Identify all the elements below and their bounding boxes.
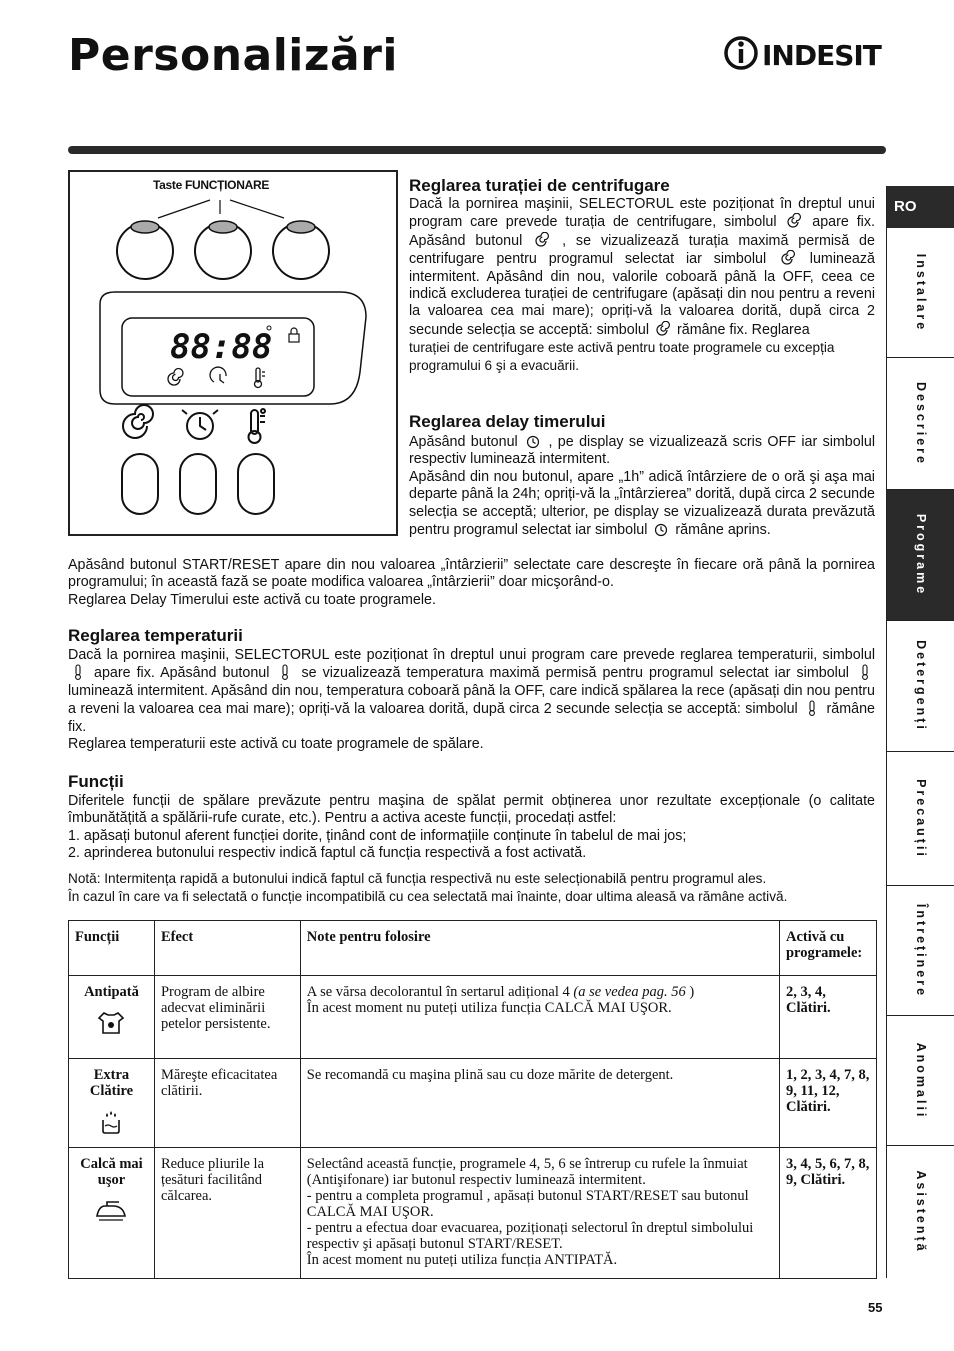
delay-button-icon bbox=[182, 410, 218, 439]
table-header: Funcții bbox=[69, 921, 155, 976]
tab-descriere[interactable]: Descriere bbox=[887, 358, 954, 490]
tab-detergenti[interactable]: Detergenți bbox=[887, 621, 954, 752]
extra-rinse-icon bbox=[96, 1109, 126, 1135]
thermometer-icon bbox=[70, 664, 86, 680]
function-button-2 bbox=[195, 221, 251, 279]
shirt-stain-icon bbox=[96, 1010, 126, 1036]
temperature-heading: Reglarea temperaturii bbox=[68, 626, 243, 645]
function-name: Extra Clătire bbox=[89, 1067, 134, 1099]
spin-button bbox=[122, 454, 158, 514]
spin-heading: Reglarea turației de centrifugare bbox=[409, 176, 670, 195]
page-number: 55 bbox=[868, 1300, 883, 1315]
functions-paragraph: Diferitele funcții de spălare prevăzute pentru maşina de spălat permit obținerea unor rezultate excepționale (o calitate îmbunătățită a spălării-rufe curate, etc.). Pentru a activa aceste funcții, procedați astfel: 1. apăsați butonul aferent funcției dorite, ținând cont de informațiile conținute în tabelul de mai jos; 2. aprinderea butonului respectiv indică faptul că funcția respectivă a fost activată. bbox=[68, 793, 875, 862]
table-row bbox=[69, 1059, 877, 1148]
spin-icon bbox=[655, 321, 671, 337]
temperature-button-icon bbox=[249, 409, 266, 443]
tab-instalare[interactable]: Instalare bbox=[887, 228, 954, 358]
table-header: Note pentru folosire bbox=[300, 921, 779, 976]
spin-paragraph: Dacă la pornirea maşinii, SELECTORUL este poziționat în dreptul unui program care prevede turația de centrifugare, simbolul apare fix. Apăsând butonul , se vizualizează turația maximă permisă de centrifugare pentru programul selectat iar simbolul luminează intermitent. Apăsând din nou, valorile coboară până la OFF, ceea ce indică excluderea turației de centrifugare (apăsați din nou pentru a reveni la valoarea cea mai mare); opriți-vă la valoarea dorită, după circa 2 secunde selecția se acceptă: simbolul rămâne fix. Reglarea turației de centrifugare este activă pentru toate programele cu excepția programului 6 şi a evacuării. bbox=[409, 196, 875, 373]
function-button-3 bbox=[273, 221, 329, 279]
delay-paragraph: Apăsând butonul , pe display se vizualizează scris OFF iar simbolul respectiv luminează intermitent. Apăsând din nou butonul, apare „1h” adică întârziere de o oră şi aşa mai departe până la 24h; opriți-vă la „întârzierea” dorită, după circa 2 secunde selecția se acceptă; ulterior, pe display se vizualizează durata prevăzută pentru programul selectat iar simbolul rămâne aprins. bbox=[409, 434, 876, 539]
delay-icon bbox=[525, 433, 541, 449]
tab-anomalii[interactable]: Anomalii bbox=[887, 1016, 954, 1146]
thermometer-icon bbox=[277, 664, 293, 680]
spin-icon bbox=[786, 213, 802, 229]
side-navigation bbox=[886, 186, 954, 1278]
display-digits: 88:88 bbox=[170, 327, 273, 367]
function-effect: Reduce pliurile la țesături facilitând călcarea. bbox=[154, 1148, 300, 1279]
page-title: Personalizări bbox=[68, 30, 398, 81]
function-programs: 1, 2, 3, 4, 7, 8, 9, 11, 12, Clătiri. bbox=[779, 1059, 876, 1148]
tab-programe[interactable]: Programe bbox=[887, 490, 954, 621]
table-row bbox=[69, 1148, 877, 1279]
function-effect: Măreşte eficacitatea clătirii. bbox=[154, 1059, 300, 1148]
function-note: A se vărsa decolorantul în sertarul adițional 4 (a se vedea pag. 56 ) În acest moment nu puteți utiliza funcția CALCĂ MAI UŞOR. bbox=[300, 976, 779, 1059]
spin-button-icon bbox=[123, 405, 153, 438]
table-header: Efect bbox=[154, 921, 300, 976]
language-tab: RO bbox=[887, 186, 954, 228]
table-header: Activă cu programele: bbox=[779, 921, 876, 976]
function-name: Calcă mai uşor bbox=[80, 1156, 143, 1188]
delay-icon bbox=[653, 521, 669, 537]
brand-logo-text: INDESIT bbox=[762, 39, 881, 72]
thermometer-icon bbox=[804, 700, 820, 716]
panel-label: Taste FUNCȚIONARE bbox=[153, 178, 270, 192]
function-name: Antipată bbox=[84, 984, 139, 1000]
tab-intretinere[interactable]: Întreținere bbox=[887, 886, 954, 1016]
tab-asistenta[interactable]: Asistență bbox=[914, 1170, 928, 1254]
brand-logo bbox=[724, 32, 886, 74]
functions-heading: Funcții bbox=[68, 772, 124, 791]
iron-icon bbox=[93, 1198, 129, 1224]
function-note: Se recomandă cu maşina plină sau cu doze mărite de detergent. bbox=[300, 1059, 779, 1148]
function-note: Selectând această funcție, programele 4, 5, 6 se întrerup cu rufele la înmuiat (Antişifonare) iar butonul respectiv luminează intermitent. - pentru a completa programul , apăsați butonul START/RESET sau butonul CALCĂ MAI UŞOR. - pentru a efectua doar evacuarea, poziționați selectorul în dreptul simbolului respectiv şi apăsați butonul START/RESET. În acest moment nu puteți utiliza funcția ANTIPATĂ. bbox=[300, 1148, 779, 1279]
header-divider bbox=[68, 146, 886, 154]
delay-paragraph-2: Apăsând butonul START/RESET apare din nou valoarea „întârzierii” selectate care descreşte în fiecare oră până la pornirea programului; în această fază se poate modifica valoarea „întârzierii” doar micşorând-o. Reglarea Delay Timerului este activă cu toate programele. bbox=[68, 557, 875, 608]
spin-icon bbox=[780, 250, 796, 266]
function-programs: 2, 3, 4, Clătiri. bbox=[779, 976, 876, 1059]
thermometer-icon bbox=[857, 664, 873, 680]
functions-table bbox=[68, 920, 877, 1279]
control-panel-illustration bbox=[68, 170, 398, 536]
functions-note: Notă: Intermitența rapidă a butonului indică faptul că funcția respectivă nu este selecționabilă pentru programul ales. În cazul în care va fi selectată o funcție incompatibilă cu cea selectată mai înainte, doar ultima aleasă va rămâne activă. bbox=[68, 871, 788, 904]
function-effect: Program de albire adecvat eliminării petelor persistente. bbox=[154, 976, 300, 1059]
delay-button bbox=[180, 454, 216, 514]
function-programs: 3, 4, 5, 6, 7, 8, 9, Clătiri. bbox=[779, 1148, 876, 1279]
tab-precautii[interactable]: Precauții bbox=[887, 752, 954, 886]
spin-icon bbox=[534, 232, 550, 248]
delay-heading: Reglarea delay timerului bbox=[409, 412, 606, 431]
function-button-1 bbox=[117, 221, 173, 279]
table-header-row bbox=[69, 921, 877, 976]
table-row bbox=[69, 976, 877, 1059]
panel-drawing bbox=[70, 172, 400, 538]
temperature-button bbox=[238, 454, 274, 514]
temperature-paragraph: Dacă la pornirea maşinii, SELECTORUL este poziționat în dreptul unui program care prevede reglarea temperaturii, simbolul apare fix. Apăsând butonul se vizualizează temperatura maximă permisă pentru programul selectat iar simbolul luminează intermitent. Apăsând din nou, temperatura coboară până la OFF, care indică spălarea la rece (apăsați din nou pentru a reveni la valoarea cea mai mare); opriți-vă la valoarea dorită, după circa 2 secunde selecția se acceptă: simbolul rămâne fix. Reglarea temperaturii este activă cu toate programele de spălare. bbox=[68, 647, 875, 753]
